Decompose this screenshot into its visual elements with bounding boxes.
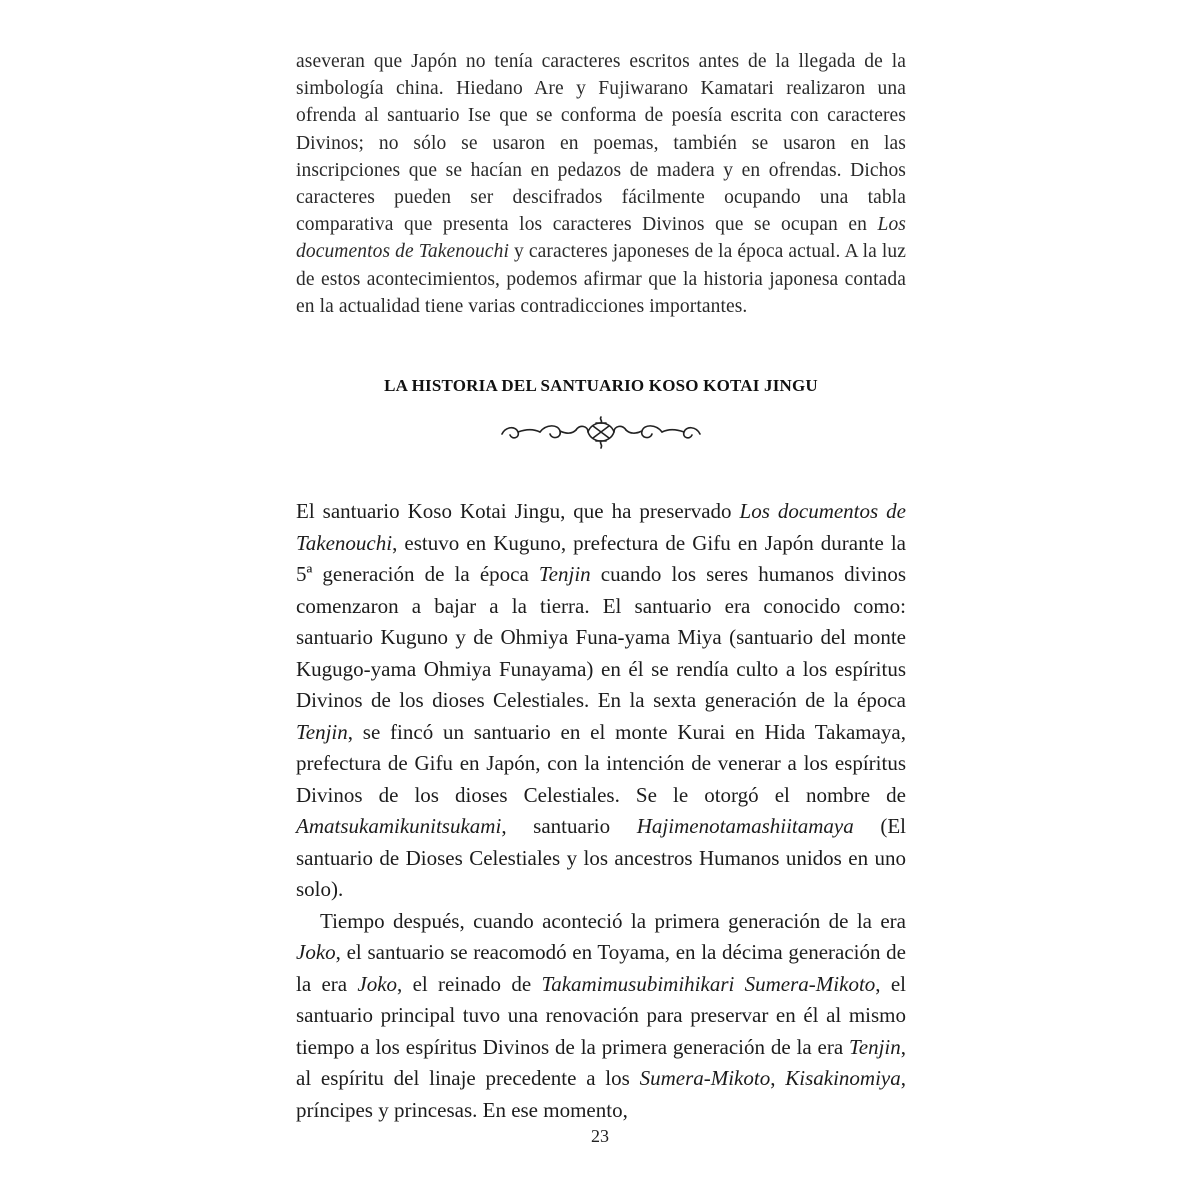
text-run: Tiempo después, cuando aconteció la primera generación de la era <box>320 908 906 933</box>
page-number: 23 <box>591 1126 609 1146</box>
italic-run: Tenjin <box>849 1034 901 1059</box>
paragraph-2 <box>296 496 906 906</box>
text-run: , <box>770 1066 786 1091</box>
section-heading: LA HISTORIA DEL SANTUARIO KOSO KOTAI JINGU <box>384 376 818 396</box>
italic-run: Sumera-Mikoto <box>639 1066 771 1091</box>
italic-run: Tenjin <box>538 562 591 587</box>
text-run: y caracteres japoneses de la época actual. A la luz de estos acontecimientos, podemos afirmar que la historia japonesa contada en la actualidad tiene varias contradicciones importantes. <box>296 241 906 317</box>
text-run: , se fincó un santuario en el monte Kurai en Hida Takamaya, prefectura de Gifu en Japón, con la intención de venerar a los espíritus Divinos de los dioses Celestiales. Se le otorgó el nombre de <box>296 719 906 807</box>
text-run: El santuario Koso Kotai Jingu, que ha preservado <box>296 499 740 524</box>
text-run: (El santuario de Dioses Celestiales y los ancestros Humanos unidos en uno solo). <box>296 814 906 902</box>
scroll-flourish-divider-icon <box>496 412 706 452</box>
italic-run: Joko <box>296 940 336 965</box>
paragraph-1 <box>296 48 906 320</box>
text-run: , el santuario se reacomodó en Toyama, en la décima generación de la era <box>296 940 906 996</box>
text-run: cuando los seres humanos divinos comenzaron a bajar a la tierra. El santuario era conocido como: santuario Kuguno y de Ohmiya Funa-yama Miya (santuario del monte Kugugo-yama Ohmiya Funayama) en él se rendía culto a los espíritus Divinos de los dioses Celestiales. En la sexta generación de la época <box>296 562 907 713</box>
text-run: , santuario <box>501 814 637 839</box>
text-run: , el reinado de <box>397 971 542 996</box>
text-run: , al espíritu del linaje precedente a los <box>296 1034 906 1091</box>
italic-run: Kisakinomiya <box>785 1066 901 1091</box>
italic-run: Takamimusubimihikari Sumera-Mikoto <box>541 971 876 996</box>
italic-run: Hajimenotamashiitamaya <box>636 814 854 839</box>
text-run: aseveran que Japón no tenía caracteres escritos antes de la llegada de la simbología china. Hiedano Are y Fujiwarano Kamatari realizaron una ofrenda al santuario Ise que se conforma de poesía escrita con caracteres Divinos; no sólo se usaron en poemas, también se usaron en las inscripciones que se hacían en pedazos de madera y en ofrendas. Dichos caracteres pueden ser descifrados fácilmente ocupando una tabla comparativa que presenta los caracteres Divinos que se ocupan en <box>296 51 906 236</box>
italic-run: Amatsukamikunitsukami <box>296 814 502 839</box>
book-page <box>296 48 906 1126</box>
italic-run: Joko <box>357 971 398 996</box>
text-run: , estuvo en Kuguno, prefectura de Gifu en Japón durante la 5ª generación de la época <box>296 530 906 587</box>
text-run: , príncipes y princesas. En ese momento, <box>296 1066 906 1122</box>
italic-run: Tenjin <box>296 719 348 744</box>
italic-run: Los documentos de Takenouchi <box>296 499 906 555</box>
text-run: , el santuario principal tuvo una renovación para preservar en él al mismo tiempo a los espíritus Divinos de la primera generación de la era <box>296 971 906 1059</box>
paragraph-3 <box>296 906 906 1127</box>
italic-run: Los documentos de Takenouchi <box>296 214 906 263</box>
